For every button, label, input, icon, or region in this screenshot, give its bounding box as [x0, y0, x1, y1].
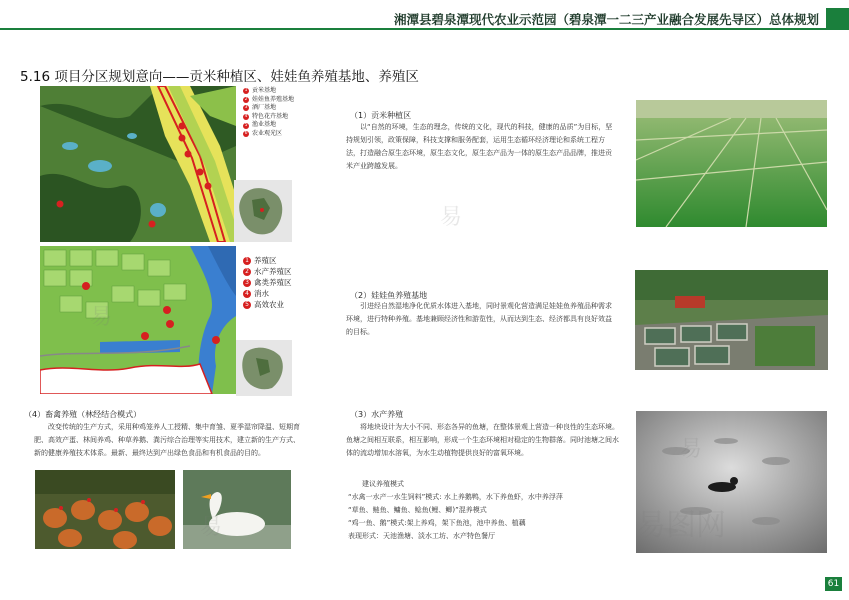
- header-accent-block: [826, 8, 849, 30]
- block1-body: 以“自然的环境，生态的理念，传统的文化，现代的科技，健康的品质”为目标，坚持规划引领，政策保障，科技支撑和服务配套，运用生态循环经济理论和系统工程方法，打造融合原生态环境，原生态文化，原生态产品为一体的原生态产品品牌，推进贡米产业跨越发展。: [346, 123, 613, 170]
- map2-legend-label: 消水: [254, 289, 269, 298]
- watermark: 易: [440, 205, 463, 230]
- location-inset-map-1: [234, 180, 292, 242]
- fish-farm-photo-image: [635, 270, 828, 370]
- watermark: 易: [680, 437, 703, 462]
- block3-mode-line: 表现形式：天池渔塘、淡水工坊、水产特色餐厅: [348, 532, 495, 540]
- map2-legend-item: [243, 266, 292, 277]
- watermark: 易: [90, 305, 113, 330]
- chicken-photo: [35, 470, 175, 549]
- block3-heading: （3）水产养殖: [350, 410, 404, 419]
- map2-legend-marker: 3: [243, 279, 251, 287]
- map1-legend-label: 特色花卉基地: [252, 112, 289, 120]
- map2-legend-item: [243, 277, 292, 288]
- map1-legend-marker: 4: [244, 114, 248, 120]
- map1-legend-marker: 5: [244, 122, 248, 128]
- watermark: 易: [200, 515, 223, 540]
- zoning-map-2: [40, 246, 236, 394]
- map2-legend-label: 禽类养殖区: [254, 278, 292, 287]
- block3-mode-line: “草鱼、鲢鱼、鳙鱼、鲶鱼(鲤、鲫)”混养模式: [348, 506, 487, 514]
- map2-legend-item: [243, 299, 292, 310]
- map1-legend-label: 渔业基地: [252, 121, 277, 129]
- map2-legend-marker: 2: [243, 268, 251, 276]
- map1-legend-item: [243, 121, 294, 130]
- map2-legend-item: [243, 288, 292, 299]
- location-inset-map-1-image: [234, 180, 292, 242]
- location-inset-map-2: [236, 340, 292, 396]
- map2-legend-marker: 5: [243, 301, 251, 309]
- zoning-map-2-image: [40, 246, 236, 394]
- map1-legend-marker: 6: [244, 131, 248, 137]
- block4-heading: （4）畜禽养殖（林经结合模式）: [24, 410, 142, 419]
- rice-field-photo-image: [636, 100, 827, 227]
- zoning-map-1-image: [40, 86, 236, 242]
- header-title: 湘潭县碧泉潭现代农业示范园（碧泉潭一二三产业融合发展先导区）总体规划: [393, 12, 819, 27]
- map1-legend-item: [243, 87, 294, 96]
- block3-mode-line: “鸡一鱼、鹅”模式:架上养鸡，架下鱼池，池中养鱼、植藕: [348, 519, 526, 527]
- map1-legend-marker: 2: [244, 96, 248, 102]
- map1-legend-item: [243, 130, 294, 139]
- rice-field-photo: [636, 100, 827, 227]
- map2-legend-label: 水产养殖区: [254, 267, 292, 276]
- map2-legend-marker: 4: [243, 290, 251, 298]
- block2-body: 引进经自然湿地净化优质水体进入基地，同时景观化营造满足娃娃鱼养殖品种需求环境，进行特种养殖。基地兼顾经济性和游览性，从而达到生态、经济都具有良好效益的目标。: [346, 302, 612, 336]
- map1-legend-label: 酒厂基地: [252, 104, 277, 112]
- map2-legend-label: 高效农业: [254, 300, 284, 309]
- map2-legend-label: 养殖区: [254, 256, 277, 265]
- fish-farm-photo: [635, 270, 828, 370]
- page-number: 61: [825, 577, 842, 591]
- map1-legend-item: [243, 104, 294, 113]
- zoning-map-2-legend: [243, 255, 292, 310]
- block3-sub-heading: 建议养殖模式: [362, 480, 404, 488]
- zoning-map-1: [40, 86, 236, 242]
- zoning-map-1-legend: [243, 87, 294, 139]
- map1-legend-label: 农业观光区: [252, 129, 283, 137]
- block3-body: 将地块设计为大小不同、形态各异的鱼塘，在整体景观上营造一种良性的生态环境。鱼塘之间相互联系，相互影响，形成一个生态环境相对稳定的生物群落。同时池塘之间水体的流动增加水溶氧，为水生动植物提供良好的富氧环境。: [346, 423, 619, 457]
- map2-legend-marker: 1: [243, 257, 251, 265]
- map1-legend-marker: 1: [244, 88, 248, 94]
- section-title: 5.16 项目分区规划意向——贡米种植区、娃娃鱼养殖基地、养殖区: [20, 69, 419, 85]
- block3-mode-line: “水禽一水产一水生饲料”模式: 水上养鹅鸭，水下养鱼虾，水中养浮萍: [348, 493, 563, 501]
- map1-legend-marker: 3: [244, 105, 248, 111]
- map1-legend-item: [243, 96, 294, 105]
- block4-body: 改变传统的生产方式，采用种鸡笼养人工授精、集中育雏、夏季湿帘降温、短期育肥、高效产蛋、林间养鸡、种草养鹅、粪污综合治理等实用技术，建立新的生产方式、新的健康养殖技术体系。最新、最终达到产出绿色食品和有机食品的目的。: [34, 423, 300, 457]
- chicken-photo-image: [35, 470, 175, 549]
- map2-legend-item: [243, 255, 292, 266]
- block2-heading: （2）娃娃鱼养殖基地: [350, 291, 428, 300]
- map1-legend-label: 娃娃鱼养殖基地: [252, 95, 295, 103]
- map1-legend-label: 贡米基地: [252, 87, 277, 94]
- location-inset-map-2-image: [236, 340, 292, 396]
- block1-heading: （1）贡米种植区: [350, 111, 412, 120]
- header-rule: [0, 28, 826, 30]
- watermark: 易图网: [636, 508, 726, 543]
